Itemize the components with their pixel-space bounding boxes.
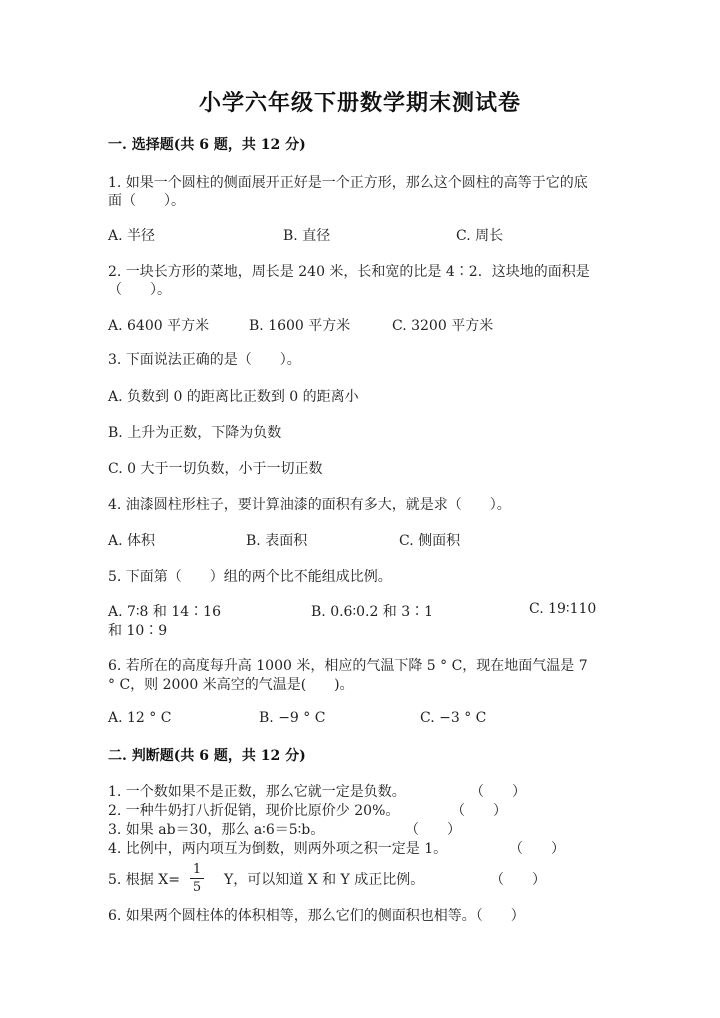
q1-option-a: A. 半径 xyxy=(108,228,156,244)
q4-option-c: C. 侧面积 xyxy=(399,533,461,549)
section2-heading: 二. 判断题(共 6 题，共 12 分) xyxy=(108,748,306,764)
judge-item-4: 4. 比例中，两内项互为倒数，则两外项之积一定是 1。 xyxy=(108,841,448,857)
q3-option-a: A. 负数到 0 的距离比正数到 0 的距离小 xyxy=(108,389,359,405)
section1-heading: 一. 选择题(共 6 题，共 12 分) xyxy=(108,137,306,153)
question-6-line2: ° C，则 2000 米高空的气温是( )。 xyxy=(108,677,354,693)
judge-item-3: 3. 如果 ab＝30，那么 a∶6＝5∶b。 xyxy=(108,822,325,838)
q2-option-c: C. 3200 平方米 xyxy=(392,318,494,334)
judge-item-5-rest: Y，可以知道 X 和 Y 成正比例。 xyxy=(224,872,425,888)
q6-option-b: B. −9 ° C xyxy=(259,710,326,726)
q4-option-b: B. 表面积 xyxy=(246,533,308,549)
judge-item-2: 2. 一种牛奶打八折促销，现价比原价少 20%。 xyxy=(108,803,400,819)
question-3-line1: 3. 下面说法正确的是（ ）。 xyxy=(108,352,301,368)
question-5-line1: 5. 下面第（ ）组的两个比不能组成比例。 xyxy=(108,569,392,585)
judge-item-1-blank: （ ） xyxy=(470,784,526,800)
question-4-line1: 4. 油漆圆柱形柱子，要计算油漆的面积有多大，就是求（ ）。 xyxy=(108,497,511,513)
judge-item-3-blank: （ ） xyxy=(405,822,461,838)
q5-option-c: C. 19∶110 xyxy=(529,601,597,617)
q1-option-b: B. 直径 xyxy=(283,228,331,244)
judge-item-5-blank: （ ） xyxy=(490,872,546,888)
page-title: 小学六年级下册数学期末测试卷 xyxy=(198,90,521,116)
fraction-one-fifth xyxy=(190,862,204,895)
q2-option-a: A. 6400 平方米 xyxy=(108,318,210,334)
judge-item-5: 5. 根据 X= xyxy=(108,872,180,888)
q5-option-b: B. 0.6∶0.2 和 3∶1 xyxy=(311,604,434,620)
q4-option-a: A. 体积 xyxy=(108,533,156,549)
q2-option-b: B. 1600 平方米 xyxy=(249,318,351,334)
judge-item-2-blank: （ ） xyxy=(451,803,507,819)
question-6-line1: 6. 若所在的高度每升高 1000 米，相应的气温下降 5 ° C，现在地面气温是 7 xyxy=(108,658,588,674)
q3-option-c: C. 0 大于一切负数，小于一切正数 xyxy=(108,461,323,477)
q6-option-a: A. 12 ° C xyxy=(108,710,172,726)
question-1-line1: 1. 如果一个圆柱的侧面展开正好是一个正方形，那么这个圆柱的高等于它的底 xyxy=(108,175,588,191)
judge-item-1: 1. 一个数如果不是正数，那么它就一定是负数。 xyxy=(108,784,406,800)
q5-option-a: A. 7∶8 和 14∶16 xyxy=(108,604,221,620)
q1-option-c: C. 周长 xyxy=(456,228,504,244)
fraction-bar xyxy=(190,878,204,879)
q5-option-c-cont: 和 10∶9 xyxy=(108,623,168,639)
judge-item-6: 6. 如果两个圆柱体的体积相等，那么它们的侧面积也相等。（ ） xyxy=(108,908,525,924)
fraction-denominator: 5 xyxy=(192,880,202,895)
question-2-line1: 2. 一块长方形的菜地，周长是 240 米，长和宽的比是 4∶2．这块地的面积是 xyxy=(108,264,590,280)
question-1-line2: 面（ ）。 xyxy=(108,193,185,209)
judge-item-4-blank: （ ） xyxy=(509,841,565,857)
q6-option-c: C. −3 ° C xyxy=(420,710,487,726)
question-2-line2: （ ）。 xyxy=(108,282,171,298)
fraction-numerator: 1 xyxy=(192,862,202,877)
q3-option-b: B. 上升为正数，下降为负数 xyxy=(108,425,282,441)
